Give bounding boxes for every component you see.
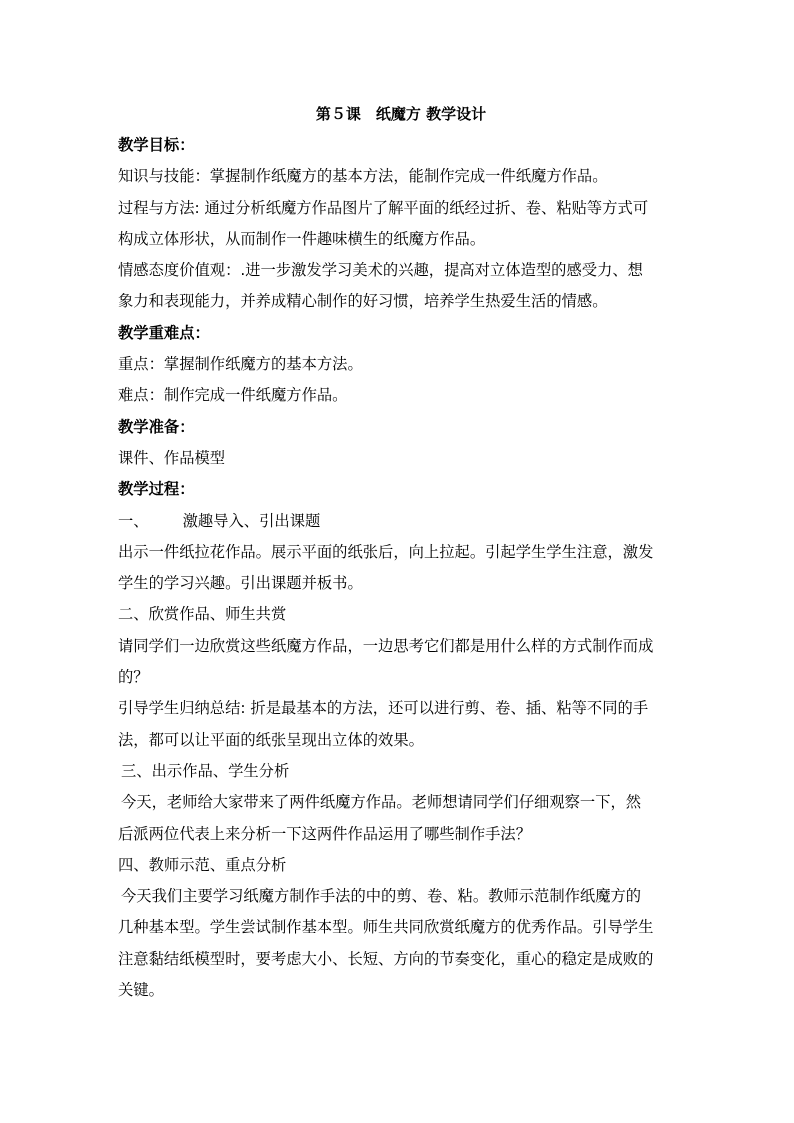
key-point-text: 重点：掌握制作纸魔方的基本方法。: [118, 355, 363, 374]
emotion-value-text-2: 象力和表现能力，并养成精心制作的好习惯，培养学生热爱生活的情感。: [118, 292, 608, 311]
process-method-text-2: 构成立体形状，从而制作一件趣味横生的纸魔方作品。: [118, 229, 486, 248]
preparation-heading: 教学准备：: [118, 417, 195, 436]
page-title: 第５课 纸魔方 教学设计: [315, 105, 487, 123]
knowledge-skill-text: 知识与技能：掌握制作纸魔方的基本方法，能制作完成一件纸魔方作品。: [118, 167, 608, 186]
step1-text-2: 学生的学习兴趣。引出课题并板书。: [118, 574, 363, 593]
keypoints-heading: 教学重难点：: [118, 323, 210, 342]
process-heading: 教学过程：: [118, 480, 195, 499]
step3-text-1: 今天，老师给大家带来了两件纸魔方作品。老师想请同学们仔细观察一下，然: [121, 793, 642, 812]
step4-text-3: 注意黏结纸模型时，要考虑大小、长短、方向的节奏变化，重心的稳定是成败的: [118, 949, 654, 968]
emotion-value-text-1: 情感态度价值观：.进一步激发学习美术的兴趣，提高对立体造型的感受力、想: [118, 261, 643, 280]
step2-heading: 二、欣赏作品、师生共赏: [118, 605, 287, 624]
step4-text-1: 今天我们主要学习纸魔方制作手法的中的剪、卷、粘。教师示范制作纸魔方的: [121, 887, 642, 906]
preparation-text: 课件、作品模型: [118, 448, 226, 467]
step4-text-2: 几种基本型。学生尝试制作基本型。师生共同欣赏纸魔方的优秀作品。引导学生: [118, 918, 654, 937]
step2-text-1: 请同学们一边欣赏这些纸魔方作品，一边思考它们都是用什么样的方式制作而成: [118, 636, 654, 655]
step1-title: 激趣导入、引出课题: [182, 511, 321, 530]
step3-text-2: 后派两位代表上来分析一下这两件作品运用了哪些制作手法？: [118, 824, 532, 843]
step1-number: 一、: [118, 511, 149, 530]
step2-text-3: 引导学生归纳总结: 折是最基本的方法，还可以进行剪、卷、插、粘等不同的手: [118, 699, 649, 718]
process-method-text-1: 过程与方法: 通过分析纸魔方作品图片了解平面的纸经过折、卷、粘贴等方式可: [118, 198, 649, 217]
step2-text-4: 法，都可以让平面的纸张呈现出立体的效果。: [118, 730, 424, 749]
step4-heading: 四、教师示范、重点分析: [118, 855, 287, 874]
step1-text-1: 出示一件纸拉花作品。展示平面的纸张后，向上拉起。引起学生学生注意，激发: [118, 542, 654, 561]
objectives-heading: 教学目标：: [118, 136, 195, 154]
step3-heading: 三、出示作品、学生分析: [121, 761, 290, 780]
step2-text-2: 的？: [118, 668, 149, 687]
difficult-point-text: 难点：制作完成一件纸魔方作品。: [118, 386, 348, 405]
step1-heading: [118, 506, 678, 537]
document-page: [118, 98, 678, 1006]
step4-text-4: 关键。: [118, 981, 164, 1000]
